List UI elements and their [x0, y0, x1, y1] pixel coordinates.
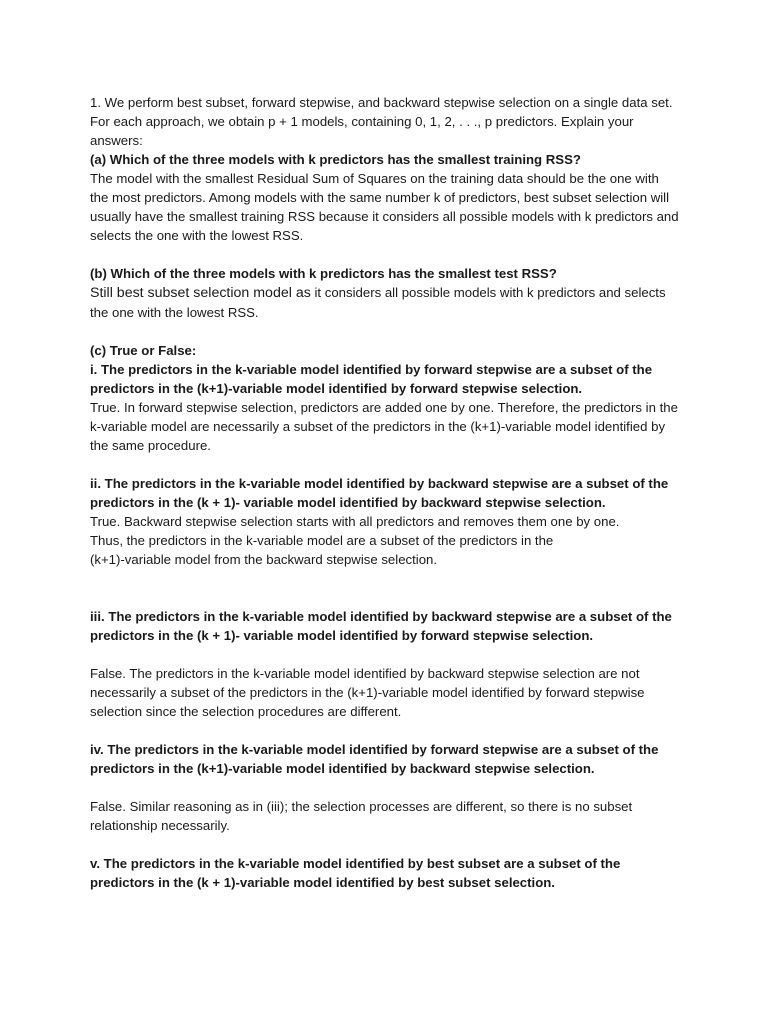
- part-c-ii-question: ii. The predictors in the k-variable model identified by backward stepwise are a subset of the predictors in the (k + 1)- variable model identified by backward stepwise selection.: [90, 476, 669, 510]
- spacer: [90, 455, 680, 474]
- spacer: [90, 588, 680, 607]
- part-c-iv-answer: False. Similar reasoning as in (iii); the selection processes are different, so there is no subset relationship necessarily.: [90, 799, 633, 833]
- part-b-answer-lead: Still best subset selection model as: [90, 285, 311, 301]
- spacer: [90, 721, 680, 740]
- part-c-iii-answer: False. The predictors in the k-variable model identified by backward stepwise selection are not necessarily a subset of the predictors in the (k+1)-variable model identified by forward stepwise selection since the selection procedures are different.: [90, 666, 645, 719]
- spacer: [90, 835, 680, 854]
- part-c-i-answer: True. In forward stepwise selection, predictors are added one by one. Therefore, the predictors in the k-variable model are necessarily a subset of the predictors in the (k+1)-variable model identified by the same procedure.: [90, 400, 678, 453]
- spacer: [90, 778, 680, 797]
- part-c-ii-answer-line2: Thus, the predictors in the k-variable model are a subset of the predictors in the: [90, 533, 554, 548]
- spacer: [90, 322, 680, 341]
- intro-text: 1. We perform best subset, forward stepwise, and backward stepwise selection on a single data set. For each approach, we obtain p + 1 models, containing 0, 1, 2, . . ., p predictors. Explain your answers:: [90, 95, 673, 148]
- part-c-heading: (c) True or False:: [90, 343, 197, 358]
- part-a-answer: The model with the smallest Residual Sum of Squares on the training data should be the one with the most predictors. Among models with the same number k of predictors, best subset selection will usually have the smallest training RSS because it considers all possible models with k predictors and selects the one with the lowest RSS.: [90, 171, 679, 243]
- part-a-question: (a) Which of the three models with k predictors has the smallest training RSS?: [90, 152, 581, 167]
- part-c-ii-answer-line3: (k+1)-variable model from the backward stepwise selection.: [90, 552, 438, 567]
- part-b-question: (b) Which of the three models with k predictors has the smallest test RSS?: [90, 266, 557, 281]
- part-c-iv-question: iv. The predictors in the k-variable model identified by forward stepwise are a subset of the predictors in the (k+1)-variable model identified by backward stepwise selection.: [90, 742, 659, 776]
- part-c-v-question: v. The predictors in the k-variable model identified by best subset are a subset of the predictors in the (k + 1)-variable model identified by best subset selection.: [90, 856, 621, 890]
- part-b-answer: [90, 283, 680, 322]
- part-c-i-question: i. The predictors in the k-variable model identified by forward stepwise are a subset of the predictors in the (k+1)-variable model identified by forward stepwise selection.: [90, 362, 653, 396]
- spacer: [90, 245, 680, 264]
- spacer: [90, 569, 680, 588]
- part-c-iii-question: iii. The predictors in the k-variable model identified by backward stepwise are a subset of the predictors in the (k + 1)- variable model identified by forward stepwise selection.: [90, 609, 672, 643]
- part-c-ii-answer-line1: True. Backward stepwise selection starts with all predictors and removes them one by one.: [90, 514, 620, 529]
- document-page: [90, 93, 680, 892]
- part-b-answer-rest: it considers all possible models with k predictors and selects the one with the lowest RSS.: [90, 285, 666, 320]
- spacer: [90, 645, 680, 664]
